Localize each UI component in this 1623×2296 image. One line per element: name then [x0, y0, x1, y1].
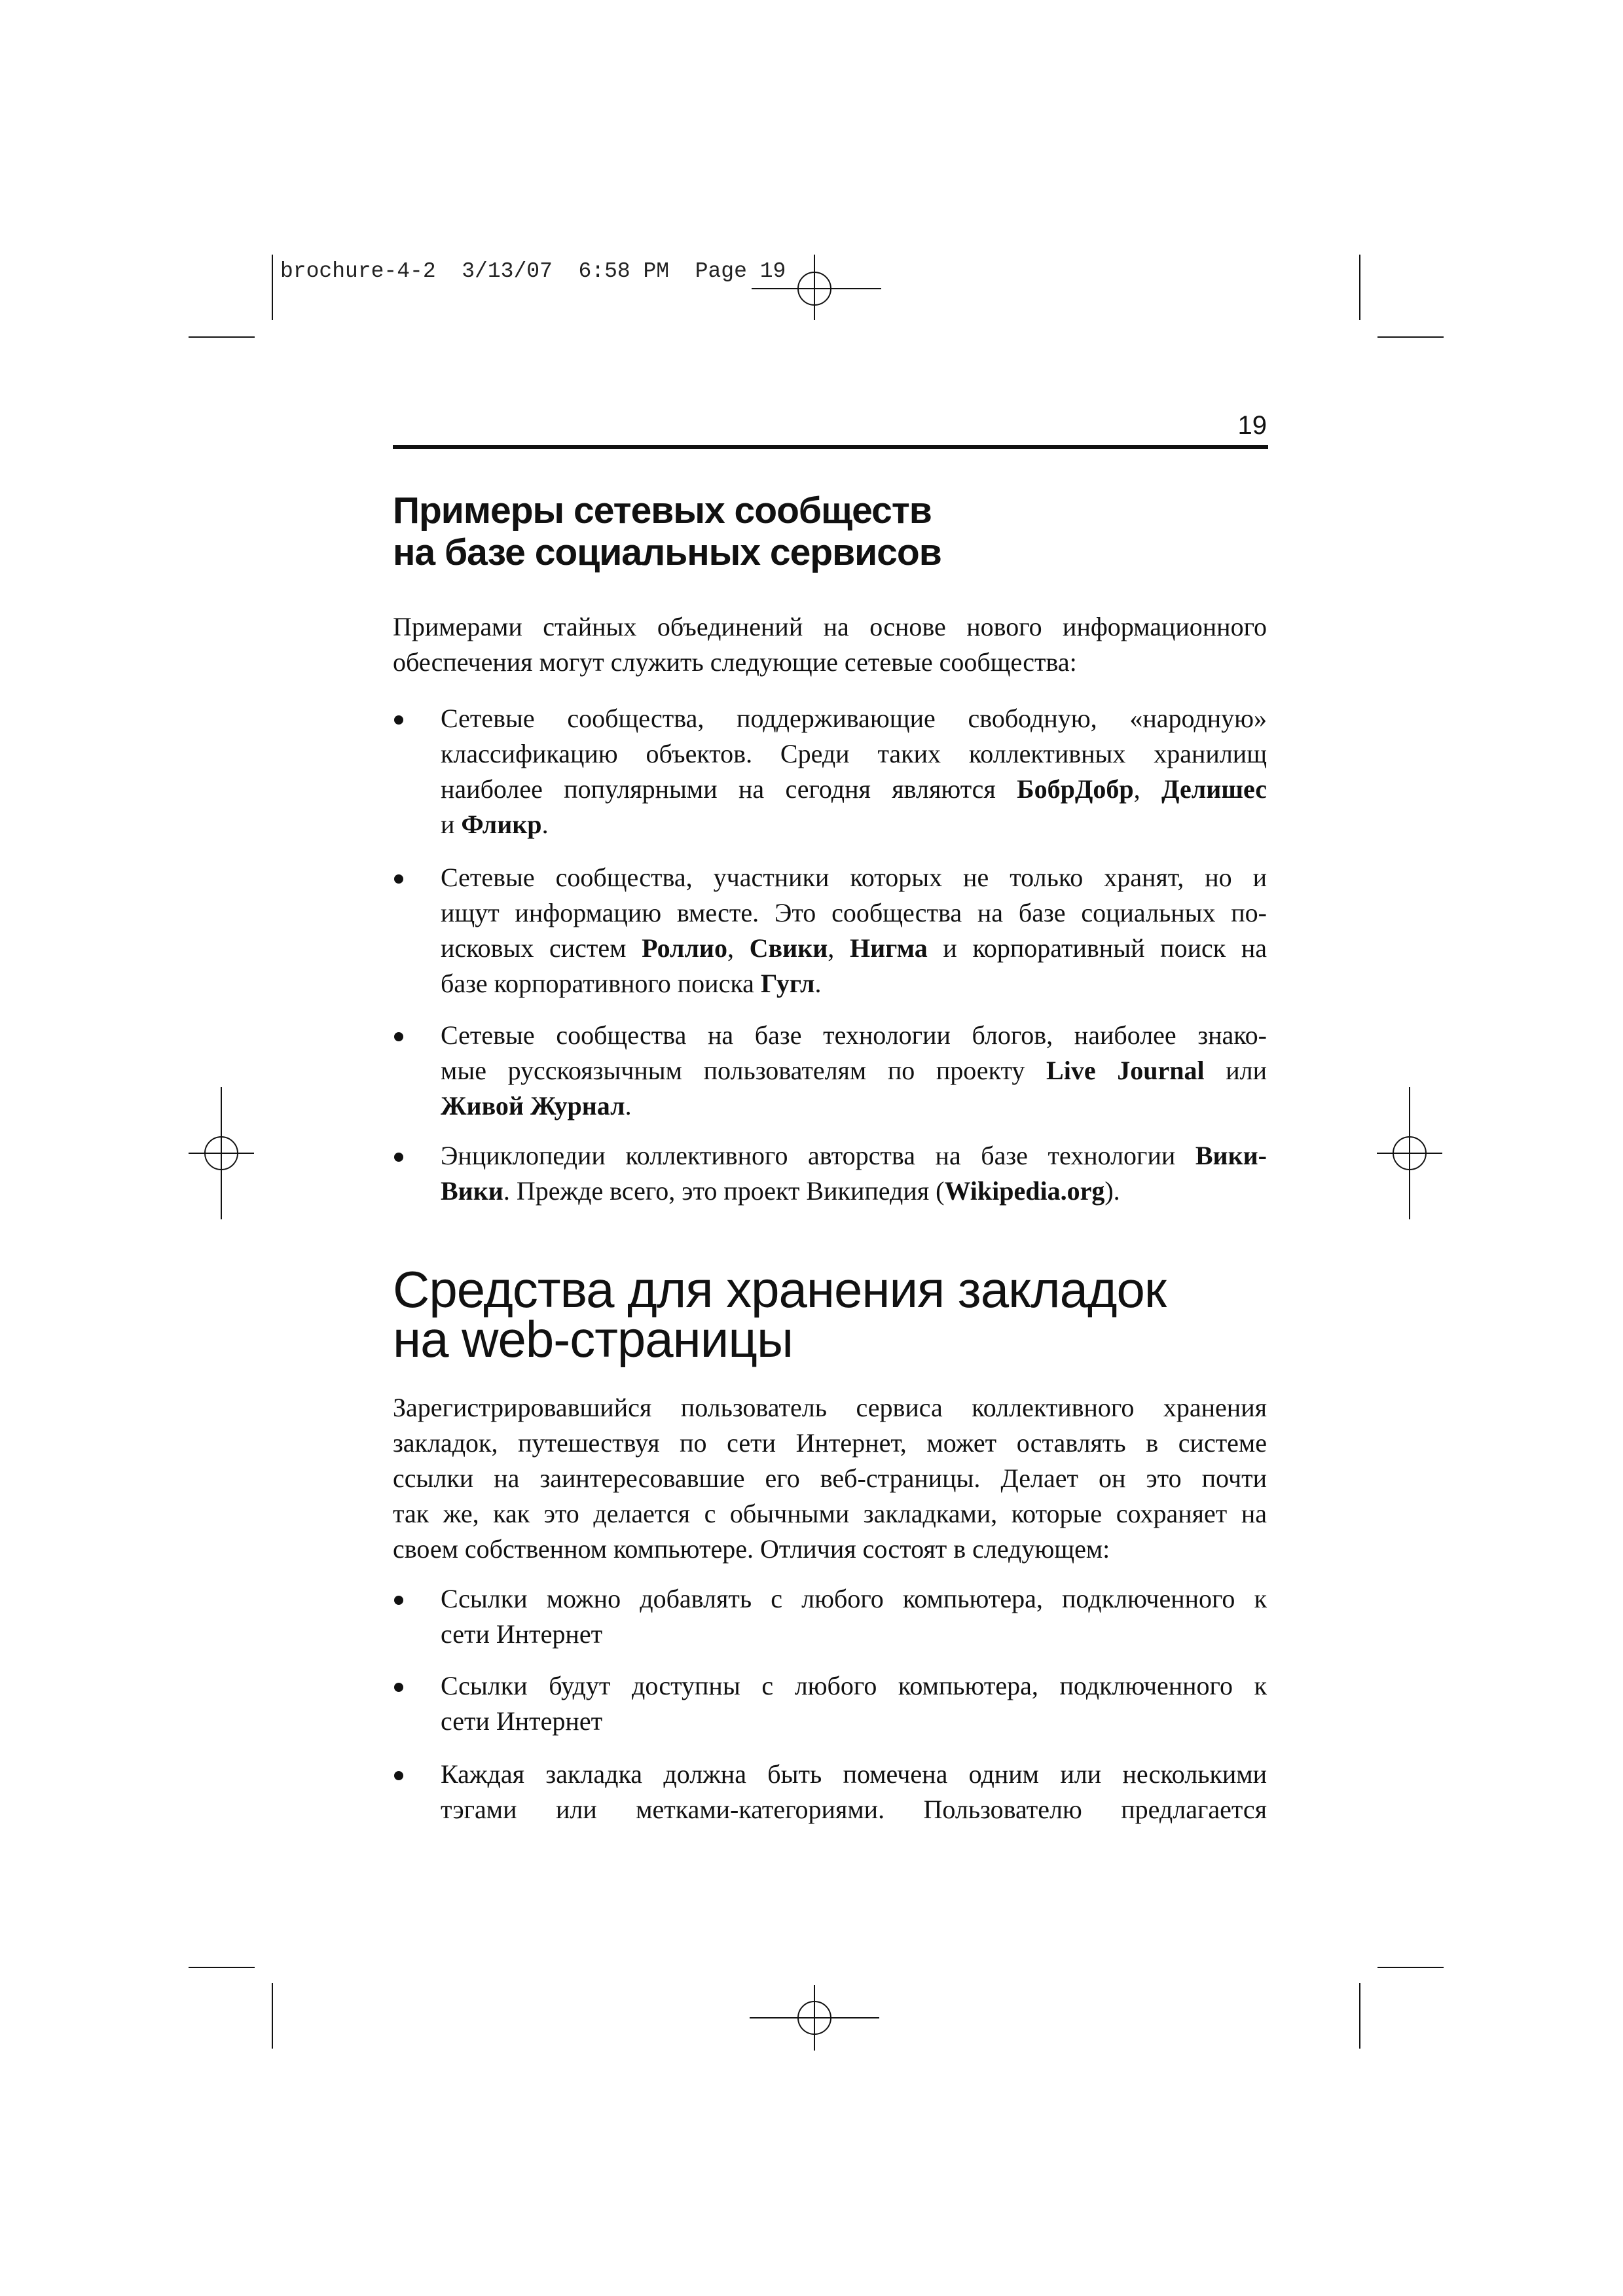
crop-mark — [1359, 255, 1360, 320]
text-run: своем собственном компьютере. Отличия состоят в следующем: — [393, 1534, 1110, 1564]
text-run: так же, как это делается с обычными закладками, которые сохраняет на — [393, 1499, 1267, 1528]
bold-term: Вики- — [1195, 1141, 1267, 1170]
text-line — [441, 1792, 1267, 1827]
page-number: 19 — [1237, 411, 1267, 440]
heading-line: Средства для хранения закладок — [393, 1261, 1166, 1318]
crop-mark — [272, 255, 273, 320]
text-line — [441, 1053, 1267, 1088]
paragraph — [393, 609, 1267, 680]
bold-term: Нигма — [849, 933, 928, 963]
bold-term: БобрДобр — [1017, 774, 1134, 804]
header-rule — [393, 445, 1268, 449]
bold-term: Живой Журнал — [441, 1091, 625, 1121]
text-run: сети Интернет — [441, 1619, 603, 1649]
text-line — [393, 1496, 1267, 1532]
section-heading-2 — [393, 1261, 1166, 1368]
text-run: обеспечения могут служить следующие сетевые сообщества: — [393, 647, 1077, 677]
text-line — [441, 895, 1267, 931]
bullet-icon — [394, 1683, 403, 1692]
bullet-item — [441, 1581, 1267, 1652]
text-run: тэгами или метками-категориями. Пользователю предлагается — [441, 1795, 1267, 1824]
text-run: ищут информацию вместе. Это сообщества на базе социальных по- — [441, 898, 1267, 927]
text-line — [393, 1461, 1267, 1496]
text-line — [393, 1426, 1267, 1461]
text-line — [441, 966, 1267, 1001]
text-run: Сетевые сообщества на базе технологии блогов, наиболее знако- — [441, 1020, 1267, 1050]
text-line — [441, 807, 1267, 842]
text-run: или — [1204, 1056, 1267, 1085]
crop-mark — [189, 1967, 255, 1968]
heading-line: на базе социальных сервисов — [393, 531, 941, 573]
heading-line: на web-страницы — [393, 1310, 793, 1368]
bullet-icon — [394, 1032, 403, 1041]
bold-term: Фликр — [461, 810, 542, 839]
crop-mark — [1359, 1983, 1360, 2049]
registration-mark-icon — [204, 1136, 238, 1170]
text-line — [441, 860, 1267, 895]
bold-term: Делишес — [1161, 774, 1267, 804]
text-line — [441, 1757, 1267, 1792]
bold-term: Wikipedia.org — [944, 1176, 1105, 1206]
text-run: Зарегистрировавшийся пользователь сервиса коллективного хранения — [393, 1393, 1267, 1422]
text-line — [441, 1018, 1267, 1053]
bullet-item — [441, 1018, 1267, 1124]
bold-term: Вики — [441, 1176, 503, 1206]
text-run: . — [814, 969, 822, 998]
text-run: классификацию объектов. Среди таких коллективных хранилищ — [441, 739, 1267, 768]
bold-term: Гугл — [760, 969, 815, 998]
bullet-icon — [394, 1596, 403, 1605]
text-line — [393, 1390, 1267, 1426]
text-line — [441, 1617, 1267, 1652]
text-line — [441, 772, 1267, 807]
crop-mark — [1377, 1967, 1444, 1968]
bullet-item — [441, 701, 1267, 842]
text-line — [441, 1668, 1267, 1704]
text-line — [441, 736, 1267, 772]
text-line — [441, 931, 1267, 966]
heading-line: Примеры сетевых сообществ — [393, 490, 932, 531]
text-run: . Прежде всего, это проект Википедия ( — [503, 1176, 945, 1206]
text-run: ). — [1104, 1176, 1120, 1206]
crop-mark — [189, 336, 255, 338]
registration-mark-icon — [1393, 1136, 1427, 1170]
text-run: ссылки на заинтересовавшие его веб-страницы. Делает он это почти — [393, 1463, 1267, 1493]
text-line — [441, 1174, 1267, 1209]
text-run: и корпоративный поиск на — [927, 933, 1267, 963]
crop-mark — [816, 288, 881, 289]
text-run: наиболее популярными на сегодня являются — [441, 774, 1017, 804]
text-run: закладок, путешествуя по сети Интернет, может оставлять в системе — [393, 1428, 1267, 1458]
text-line — [441, 701, 1267, 736]
crop-mark — [1377, 336, 1444, 338]
text-run: мые русскоязычным пользователям по проекту — [441, 1056, 1047, 1085]
bullet-icon — [394, 874, 403, 884]
text-line — [441, 1704, 1267, 1739]
text-run: , — [727, 933, 750, 963]
text-run: сети Интернет — [441, 1706, 603, 1736]
text-line — [393, 645, 1267, 680]
text-run: , — [828, 933, 850, 963]
text-line — [393, 609, 1267, 645]
registration-mark-icon — [797, 2001, 831, 2035]
crop-mark — [272, 1983, 273, 2049]
paragraph — [393, 1390, 1267, 1567]
text-run: Примерами стайных объединений на основе нового информационного — [393, 612, 1267, 641]
text-line — [441, 1138, 1267, 1174]
text-run: и — [441, 810, 462, 839]
bullet-item — [441, 1138, 1267, 1209]
bullet-icon — [394, 1153, 403, 1162]
text-run: . — [541, 810, 549, 839]
text-line — [441, 1581, 1267, 1617]
bullet-item — [441, 860, 1267, 1001]
bold-term: Live Journal — [1046, 1056, 1205, 1085]
text-run: Ссылки можно добавлять с любого компьютера, подключенного к — [441, 1584, 1267, 1613]
print-slug: brochure-4-2 3/13/07 6:58 PM Page 19 — [280, 259, 786, 283]
bullet-icon — [394, 1771, 403, 1780]
bullet-item — [441, 1668, 1267, 1739]
text-run: Энциклопедии коллективного авторства на базе технологии — [441, 1141, 1195, 1170]
text-run: , — [1133, 774, 1161, 804]
bold-term: Свики — [749, 933, 828, 963]
text-run: исковых систем — [441, 933, 642, 963]
bullet-icon — [394, 715, 403, 725]
text-run: Ссылки будут доступны с любого компьютера, подключенного к — [441, 1671, 1267, 1700]
text-line — [441, 1088, 1267, 1124]
text-run: базе корпоративного поиска — [441, 969, 761, 998]
text-run: Сетевые сообщества, участники которых не только хранят, но и — [441, 863, 1267, 892]
bullet-item — [441, 1757, 1267, 1827]
text-run: Сетевые сообщества, поддерживающие свободную, «народную» — [441, 704, 1267, 733]
bold-term: Роллио — [642, 933, 727, 963]
text-run: . — [625, 1091, 632, 1121]
text-line — [393, 1532, 1267, 1567]
text-run: Каждая закладка должна быть помечена одним или несколькими — [441, 1759, 1267, 1789]
section-heading-1 — [393, 490, 941, 573]
